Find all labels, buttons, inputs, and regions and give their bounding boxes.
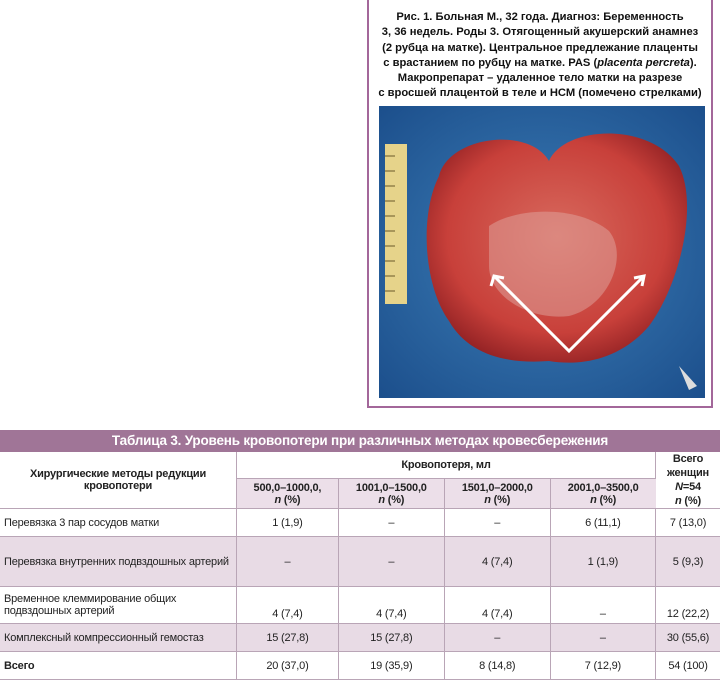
cell: – [444, 509, 550, 537]
row-label: Перевязка внутренних подвздошных артерий [0, 537, 237, 587]
cell: 1 (1,9) [237, 509, 339, 537]
header-text [660, 494, 716, 508]
row-label: Комплексный компрессионный гемостаз [0, 624, 237, 652]
caption-text: ). [690, 57, 697, 69]
header-range [237, 479, 339, 509]
table-row [0, 624, 720, 652]
header-range [338, 479, 444, 509]
n-symbol: n [675, 495, 682, 507]
row-label: Всего [0, 652, 237, 680]
cell: 4 (7,4) [444, 587, 550, 624]
header-text: (%) [682, 495, 701, 507]
table-row [0, 587, 720, 624]
header-text: Всего [660, 452, 716, 466]
header-range [550, 479, 655, 509]
caption-text: с врастанием по рубцу на матке. PAS ( [383, 57, 597, 69]
cell: – [444, 624, 550, 652]
header-total [656, 452, 720, 509]
caption-line: Рис. 1. Больная М., 32 года. Диагноз: Беременность [369, 10, 711, 25]
cell: – [338, 537, 444, 587]
cell: 19 (35,9) [338, 652, 444, 680]
range-text: 500,0–1000,0, [241, 482, 334, 494]
range-text: 1501,0–2000,0 [449, 482, 546, 494]
cell: 4 (7,4) [237, 587, 339, 624]
cell: 4 (7,4) [444, 537, 550, 587]
blood-loss-table [0, 430, 720, 680]
caption-line: 3, 36 недель. Роды 3. Отягощенный акушерский анамнез [369, 25, 711, 40]
cell: 1 (1,9) [550, 537, 655, 587]
n-symbol: n [274, 494, 281, 506]
header-blood-loss: Кровопотеря, мл [237, 452, 656, 479]
header-text: (%) [281, 494, 300, 506]
cell: 12 (22,2) [656, 587, 720, 624]
cell: 7 (12,9) [550, 652, 655, 680]
cell: – [237, 537, 339, 587]
header-text: женщин [660, 466, 716, 480]
header-text [555, 494, 652, 506]
table-row [0, 537, 720, 587]
caption-line: Макропрепарат – удаленное тело матки на разрезе [369, 71, 711, 86]
cell: 54 (100) [656, 652, 720, 680]
header-text: (%) [385, 494, 404, 506]
header-text: (%) [597, 494, 616, 506]
caption-italic: placenta percreta [597, 57, 690, 69]
range-text: 1001,0–1500,0 [343, 482, 440, 494]
cell: 15 (27,8) [338, 624, 444, 652]
header-text: =54 [683, 481, 701, 493]
n-symbol: n [590, 494, 597, 506]
header-text: (%) [491, 494, 510, 506]
cell: – [338, 509, 444, 537]
header-text [449, 494, 546, 506]
table-row-total [0, 652, 720, 680]
table-title: Таблица 3. Уровень кровопотери при различных методах кровесбережения [0, 430, 720, 452]
ruler [385, 144, 407, 304]
header-text [343, 494, 440, 506]
caption-line: с вросшей плацентой в теле и НСМ (помечено стрелками) [369, 86, 711, 101]
figure [367, 0, 713, 408]
header-text [241, 494, 334, 506]
row-label: Перевязка 3 пар сосудов матки [0, 509, 237, 537]
cell: 6 (11,1) [550, 509, 655, 537]
cell: – [550, 624, 655, 652]
range-text: 2001,0–3500,0 [555, 482, 652, 494]
cell: 5 (9,3) [656, 537, 720, 587]
cell: – [550, 587, 655, 624]
table-row [0, 509, 720, 537]
cell: 15 (27,8) [237, 624, 339, 652]
row-label: Временное клеммирование общих подвздошных артерий [0, 587, 237, 624]
n-symbol: N [675, 481, 683, 493]
header-range [444, 479, 550, 509]
n-symbol: n [378, 494, 385, 506]
cell: 20 (37,0) [237, 652, 339, 680]
specimen-photo [379, 106, 705, 398]
n-symbol: n [484, 494, 491, 506]
cell: 30 (55,6) [656, 624, 720, 652]
cell: 7 (13,0) [656, 509, 720, 537]
figure-caption [369, 10, 711, 102]
cell: 8 (14,8) [444, 652, 550, 680]
caption-line: (2 рубца на матке). Центральное предлежание плаценты [369, 41, 711, 56]
header-text [660, 480, 716, 494]
header-method: Хирургические методы редукции кровопотери [0, 452, 237, 509]
cell: 4 (7,4) [338, 587, 444, 624]
caption-line [369, 56, 711, 71]
